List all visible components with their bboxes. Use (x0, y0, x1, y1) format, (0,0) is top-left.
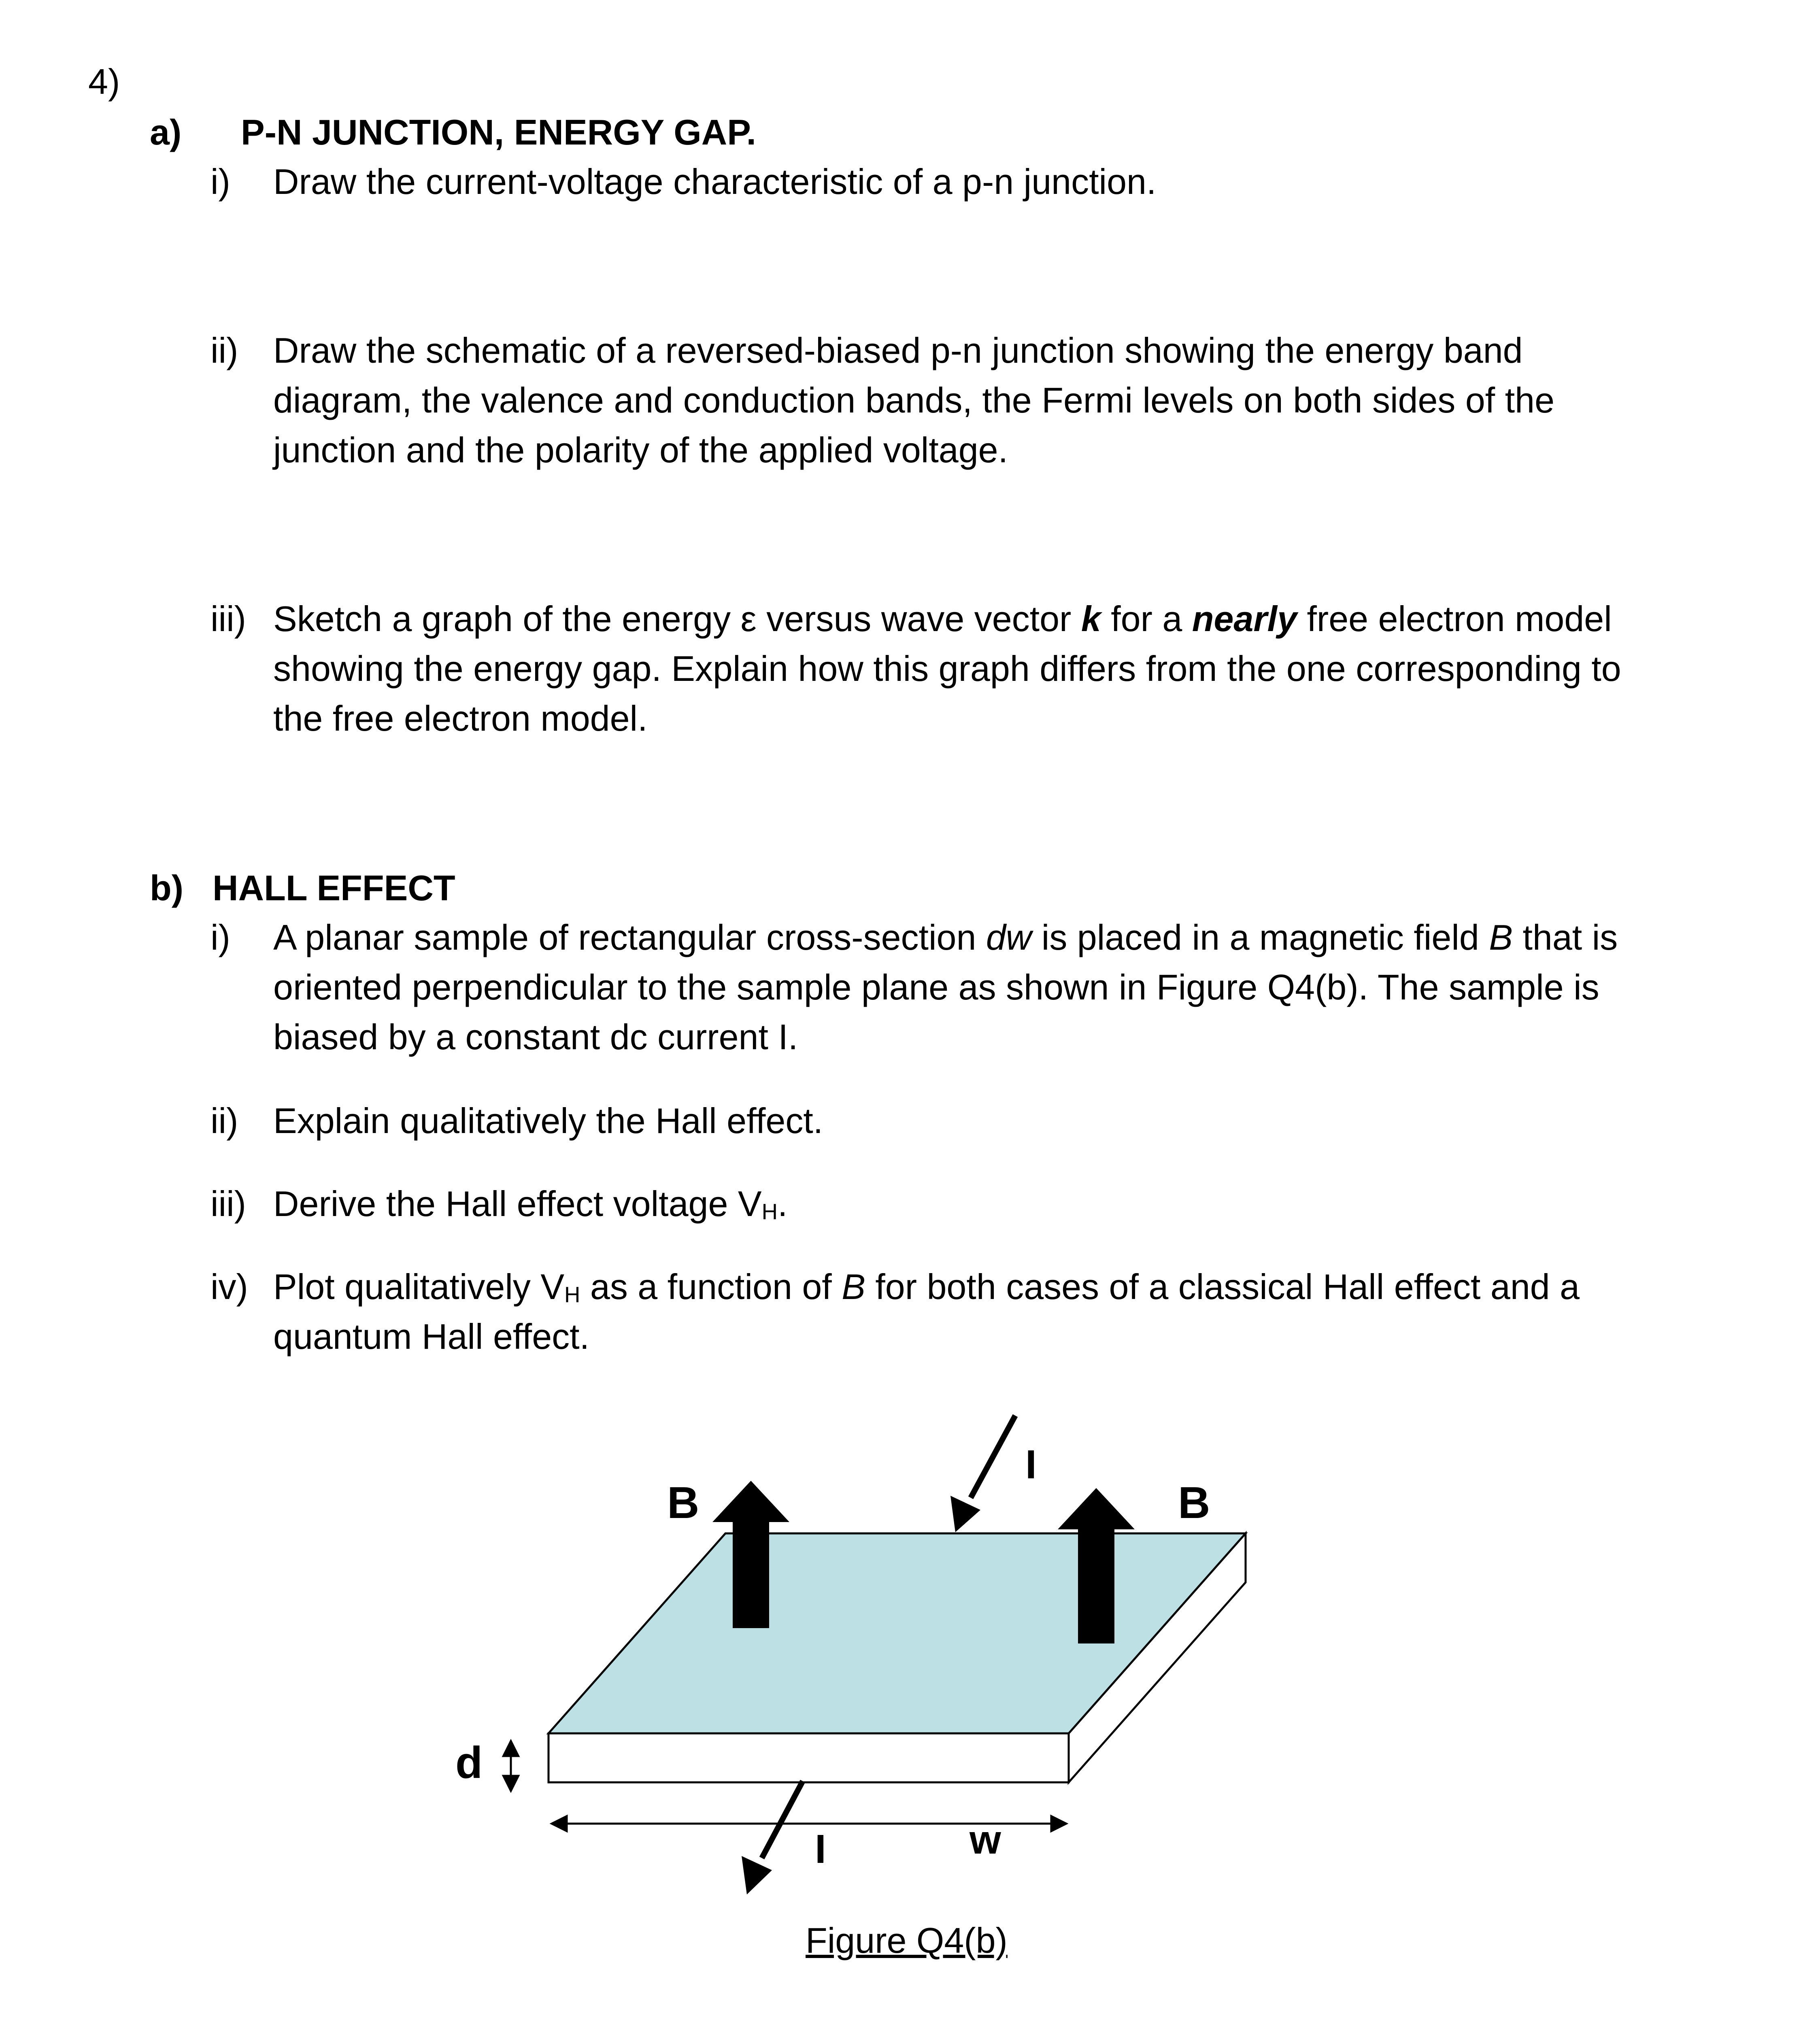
part-b-label: b) (150, 868, 184, 908)
part-a-item-iii-line-3: the free electron model. (273, 698, 648, 738)
part-b-item-iv-line-1: Plot qualitatively $V_H$ as a function of B for both cases of a classical Hall effect and a (273, 1267, 1580, 1308)
label-i-top: I (1025, 1442, 1037, 1487)
part-b-title: HALL EFFECT (213, 868, 455, 908)
current-arrow-top-shaft (971, 1416, 1015, 1498)
slab-top-face (549, 1533, 1246, 1733)
label-b-right: B (1178, 1478, 1210, 1528)
label-d: d (455, 1738, 483, 1788)
part-b-item-ii-number: ii) (210, 1101, 238, 1141)
question-number: 4) (88, 62, 120, 102)
part-a-item-i-text: Draw the current-voltage characteristic of a p-n junction. (273, 162, 1157, 202)
current-arrow-top-head (950, 1496, 980, 1532)
part-a-item-ii-line-1: Draw the schematic of a reversed-biased p-n junction showing the energy band (273, 330, 1523, 370)
current-arrow-bottom-shaft (762, 1781, 803, 1858)
part-b-item-i-number: i) (210, 917, 230, 957)
part-a-item-i-number: i) (210, 162, 230, 202)
figure-caption: Figure Q4(b) (806, 1920, 1008, 1960)
part-b-item-i-line-2: oriented perpendicular to the sample plane as shown in Figure Q4(b). The sample is (273, 967, 1599, 1007)
part-b-item-i-line-3: biased by a constant dc current I. (273, 1017, 798, 1057)
part-a-item-ii-line-3: junction and the polarity of the applied voltage. (273, 430, 1008, 470)
part-b-item-ii-text: Explain qualitatively the Hall effect. (273, 1101, 823, 1141)
part-b-item-iv-line-2: quantum Hall effect. (273, 1316, 590, 1356)
slab-front-face (549, 1733, 1069, 1782)
part-b-item-iv-number: iv) (210, 1267, 248, 1307)
part-a-title: P-N JUNCTION, ENERGY GAP. (241, 112, 756, 152)
part-b-item-i-line-1: A planar sample of rectangular cross-section dw is placed in a magnetic field B that is (273, 917, 1618, 957)
part-a-item-ii-line-2: diagram, the valence and conduction bands, the Fermi levels on both sides of the (273, 380, 1555, 420)
label-i-bottom: I (815, 1826, 826, 1872)
part-a-item-iii-line-2: showing the energy gap. Explain how this graph differs from the one corresponding to (273, 648, 1621, 689)
part-a-item-iii-number: iii) (210, 599, 246, 639)
current-arrow-bottom-head (742, 1856, 772, 1894)
part-a-item-ii-number: ii) (210, 330, 238, 370)
part-b-item-iii-number: iii) (210, 1184, 246, 1224)
part-a-label: a) (150, 112, 182, 152)
part-a-item-iii-line-1: Sketch a graph of the energy ε versus wave vector k for a nearly free electron model (273, 599, 1612, 639)
label-w: w (970, 1817, 1001, 1862)
label-b-left: B (667, 1478, 700, 1528)
part-b-item-iii-text: Derive the Hall effect voltage $V_H$. (273, 1184, 788, 1225)
